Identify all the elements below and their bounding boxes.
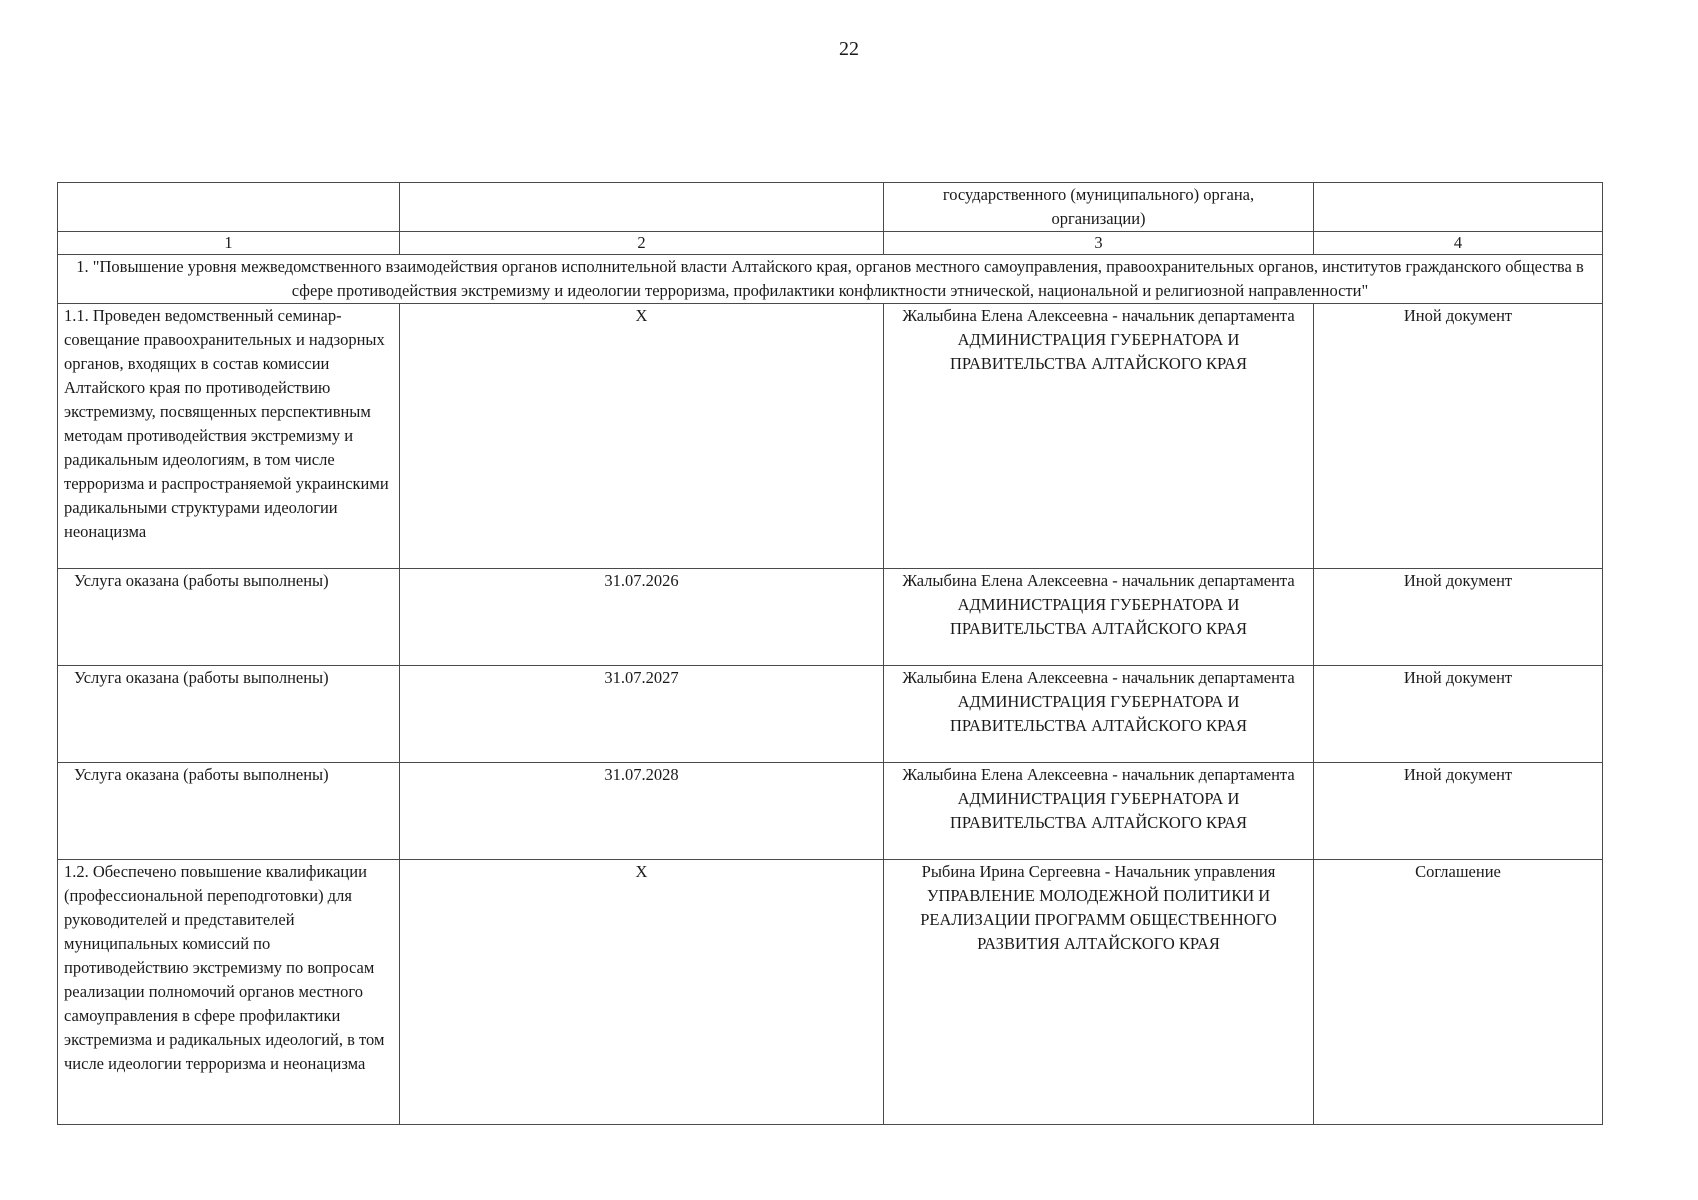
header-col3-line2: организации) xyxy=(1051,209,1146,228)
row-document-type: Иной документ xyxy=(1314,666,1603,763)
row-responsible xyxy=(884,666,1314,763)
table-row xyxy=(58,666,1603,763)
responsible-organization: АДМИНИСТРАЦИЯ ГУБЕРНАТОРА И ПРАВИТЕЛЬСТВА АЛТАЙСКОГО КРАЯ xyxy=(950,789,1247,832)
row-description: Услуга оказана (работы выполнены) xyxy=(58,569,400,666)
column-number: 3 xyxy=(884,232,1314,255)
row-date: 31.07.2027 xyxy=(400,666,884,763)
responsible-organization: УПРАВЛЕНИЕ МОЛОДЕЖНОЙ ПОЛИТИКИ И РЕАЛИЗАЦИИ ПРОГРАММ ОБЩЕСТВЕННОГО РАЗВИТИЯ АЛТАЙСКОГО КРАЯ xyxy=(920,886,1277,953)
row-document-type: Иной документ xyxy=(1314,569,1603,666)
row-responsible xyxy=(884,569,1314,666)
row-description: Услуга оказана (работы выполнены) xyxy=(58,666,400,763)
row-responsible xyxy=(884,763,1314,860)
responsible-organization: АДМИНИСТРАЦИЯ ГУБЕРНАТОРА И ПРАВИТЕЛЬСТВА АЛТАЙСКОГО КРАЯ xyxy=(950,330,1247,373)
row-description: 1.1. Проведен ведомственный семинар-совещание правоохранительных и надзорных органов, входящих в состав комиссии Алтайского края по противодействию экстремизму, посвященных перспективным методам противодействия экстремизму и радикальным идеологиям, в том числе терроризма и распространяемой украинскими радикальными структурами идеологии неонацизма xyxy=(58,304,400,569)
section-title-row xyxy=(58,255,1603,304)
responsible-person: Жалыбина Елена Алексеевна - начальник департамента xyxy=(902,571,1295,590)
column-number: 2 xyxy=(400,232,884,255)
row-date: 31.07.2026 xyxy=(400,569,884,666)
header-cell-1 xyxy=(58,183,400,232)
column-number-row xyxy=(58,232,1603,255)
header-continuation-row xyxy=(58,183,1603,232)
header-cell-2 xyxy=(400,183,884,232)
table-row xyxy=(58,569,1603,666)
table-row xyxy=(58,860,1603,1125)
responsible-person: Рыбина Ирина Сергеевна - Начальник управления xyxy=(921,862,1276,881)
table-row xyxy=(58,763,1603,860)
document-table xyxy=(57,182,1603,1125)
column-number: 4 xyxy=(1314,232,1603,255)
row-description: Услуга оказана (работы выполнены) xyxy=(58,763,400,860)
section-title: 1. "Повышение уровня межведомственного взаимодействия органов исполнительной власти Алтайского края, органов местного самоуправления, правоохранительных органов, институтов гражданского общества в сфере противодействия экстремизму и идеологии терроризма, профилактики конфликтности этнической, национальной и религиозной направленности" xyxy=(58,255,1603,304)
row-document-type: Иной документ xyxy=(1314,304,1603,569)
responsible-organization: АДМИНИСТРАЦИЯ ГУБЕРНАТОРА И ПРАВИТЕЛЬСТВА АЛТАЙСКОГО КРАЯ xyxy=(950,595,1247,638)
row-date: X xyxy=(400,860,884,1125)
row-document-type: Иной документ xyxy=(1314,763,1603,860)
row-responsible xyxy=(884,860,1314,1125)
header-cell-4 xyxy=(1314,183,1603,232)
table-row xyxy=(58,304,1603,569)
row-date: X xyxy=(400,304,884,569)
column-number: 1 xyxy=(58,232,400,255)
page-number: 22 xyxy=(839,38,859,60)
responsible-person: Жалыбина Елена Алексеевна - начальник департамента xyxy=(902,765,1295,784)
header-cell-3 xyxy=(884,183,1314,232)
row-date: 31.07.2028 xyxy=(400,763,884,860)
responsible-person: Жалыбина Елена Алексеевна - начальник департамента xyxy=(902,668,1295,687)
responsible-person: Жалыбина Елена Алексеевна - начальник департамента xyxy=(902,306,1295,325)
responsible-organization: АДМИНИСТРАЦИЯ ГУБЕРНАТОРА И ПРАВИТЕЛЬСТВА АЛТАЙСКОГО КРАЯ xyxy=(950,692,1247,735)
row-description: 1.2. Обеспечено повышение квалификации (профессиональной переподготовки) для руководителей и представителей муниципальных комиссий по противодействию экстремизму по вопросам реализации полномочий органов местного самоуправления в сфере профилактики экстремизма и радикальных идеологий, в том числе идеологии терроризма и неонацизма xyxy=(58,860,400,1125)
header-col3-line1: государственного (муниципального) органа, xyxy=(942,185,1255,204)
row-document-type: Соглашение xyxy=(1314,860,1603,1125)
row-responsible xyxy=(884,304,1314,569)
